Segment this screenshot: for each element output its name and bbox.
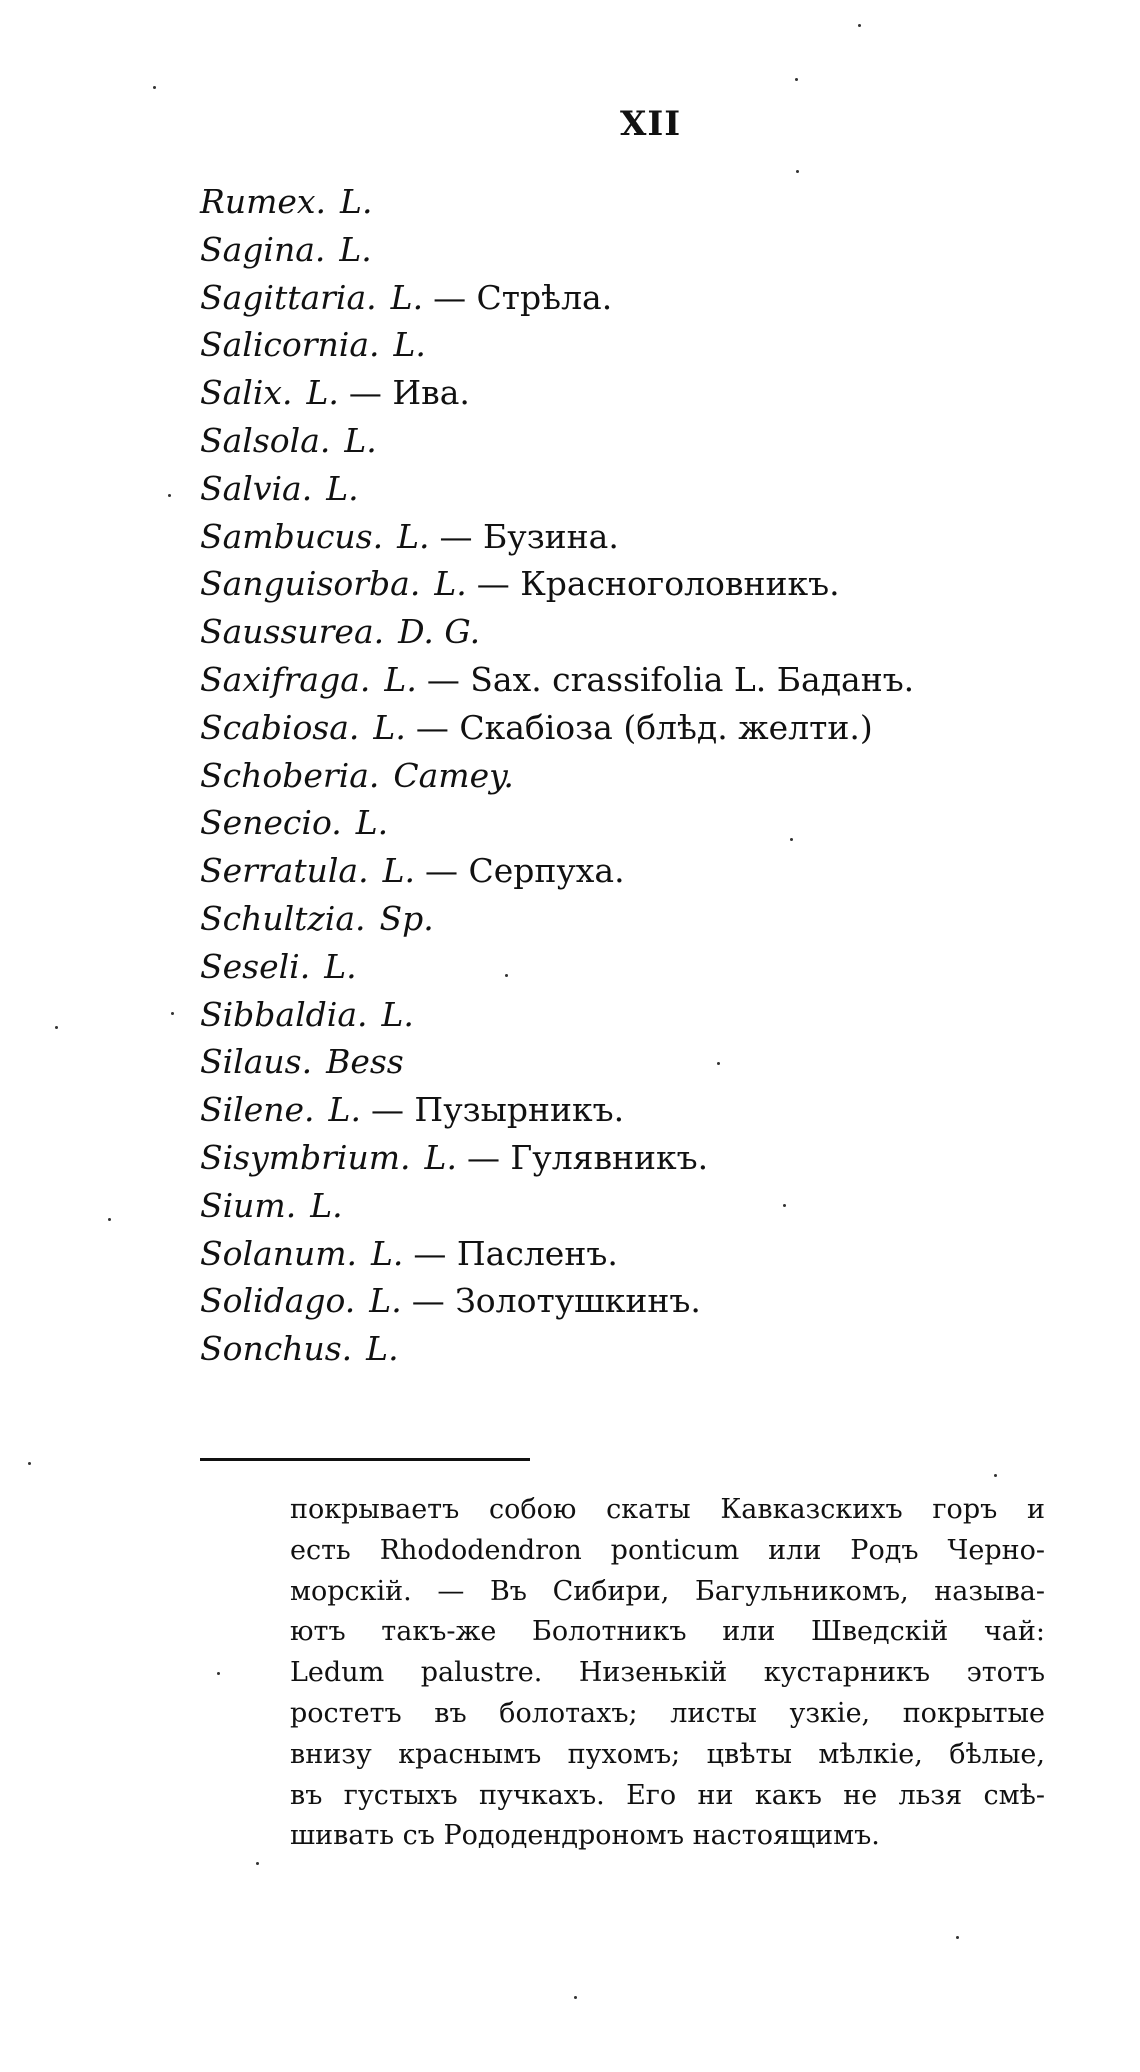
list-item [200,417,1100,465]
paper-speck [505,974,508,977]
list-item [200,321,1100,369]
list-item [200,991,1100,1039]
genus-name: Silene. [200,1090,315,1130]
list-item [200,1182,1100,1230]
paper-speck [28,1462,31,1465]
paper-speck [108,1218,111,1221]
paper-speck [153,86,156,89]
genus-name: Saussurea. [200,612,385,652]
footnote-line: внизу краснымъ пухомъ; цвѣты мѣлкіе, бѣлые, [290,1738,1045,1770]
genus-name: Salsola. [200,420,331,460]
genus-name: Sagittaria. [200,277,377,317]
list-item [200,178,1100,226]
list-item [200,560,1100,608]
footnote-line: покрываетъ собою скаты Кавказскихъ горъ и [290,1494,1045,1525]
common-name: — Sax. crassifolia L. Баданъ. [426,659,915,699]
authority: L. [369,1281,402,1321]
authority: L. [326,468,359,508]
genus-name: Salix. [200,373,293,413]
footnote-line: Ledum palustre. Низенькій кустарникъ этотъ [290,1657,1045,1689]
genus-name: Solidago. [200,1281,356,1321]
authority: L. [310,1185,343,1225]
common-name: — Бузина. [439,516,619,556]
paper-speck [796,170,799,173]
genus-name: Salicornia. [200,325,380,365]
genus-name: Silaus. [200,1042,313,1082]
authority: L. [328,1090,361,1130]
authority: L. [306,373,339,413]
list-item [200,943,1100,991]
list-item [200,274,1100,322]
footnote [290,1490,1045,1857]
authority: L. [355,803,389,843]
paper-speck [55,1026,58,1029]
common-name: — Серпуха. [425,851,625,891]
genus-name: Sambucus. [200,516,384,556]
paper-speck [574,1996,577,1999]
list-item [200,752,1100,800]
authority: L. [339,229,372,269]
list-item [200,226,1100,274]
genus-name: Sanguisorba. [200,564,421,604]
footnote-line: шивать съ Рододендрономъ настоящимъ. [290,1820,880,1852]
genus-name: Serratula. [200,851,369,891]
authority: Sp. [379,898,434,938]
paper-speck [858,24,861,27]
list-item [200,1038,1100,1086]
authority: L. [390,277,424,317]
genus-name: Sonchus. [200,1329,353,1369]
list-item [200,1277,1100,1325]
list-item [200,465,1100,513]
list-item [200,799,1100,847]
footnote-line: есть Rhododendron ponticum или Родъ Черно- [290,1534,1045,1566]
list-item [200,1086,1100,1134]
genus-name: Seseli. [200,946,311,986]
paper-speck [217,1672,220,1675]
common-name: — Гулявникъ. [466,1137,709,1177]
authority: L. [434,564,467,604]
authority: L. [393,325,426,365]
genus-name: Sium. [200,1185,297,1225]
common-name: — Скабіоза (блѣд. желти.) [415,707,873,747]
genus-name: Sisymbrium. [200,1137,411,1177]
genus-name: Senecio. [200,803,342,843]
paper-speck [168,494,171,497]
list-item [200,1325,1100,1373]
genus-name: Schultzia. [200,898,366,938]
genus-name: Scabiosa. [200,707,360,747]
list-item [200,847,1100,895]
paper-speck [795,78,798,81]
paper-speck [790,838,793,841]
authority: L. [366,1329,399,1369]
authority: L. [424,1137,457,1177]
common-name: — Пасленъ. [413,1233,618,1273]
list-item [200,513,1100,561]
authority: L. [371,1233,404,1273]
genus-name: Sibbaldia. [200,994,368,1034]
list-item [200,656,1100,704]
genus-name: Salvia. [200,468,313,508]
paper-speck [956,1936,959,1939]
authority: L. [384,659,417,699]
paper-speck [994,1474,997,1477]
footnote-line: ростетъ въ болотахъ; листы узкіе, покрытые [290,1697,1045,1729]
list-item [200,1134,1100,1182]
authority: D. G. [398,612,481,652]
page-number: XII [620,104,682,144]
genus-name: Rumex. [200,182,327,221]
authority: L. [340,182,373,221]
authority: L. [382,851,415,891]
common-name: — Пузырникъ. [370,1090,625,1130]
list-item [200,1230,1100,1278]
list-item [200,369,1100,417]
common-name: — Ива. [348,373,470,413]
authority: L. [344,420,377,460]
paper-speck [717,1062,720,1065]
authority: L. [324,946,357,986]
genus-name: Solanum. [200,1233,357,1273]
genus-list [200,178,1100,1373]
footnote-divider [200,1458,530,1461]
list-item [200,895,1100,943]
footnote-line: ютъ такъ-же Болотникъ или Шведскій чай: [290,1616,1045,1648]
list-item [200,608,1100,656]
authority: L. [397,516,430,556]
genus-name: Saxifraga. [200,659,371,699]
paper-speck [256,1862,259,1865]
authority: L. [373,707,406,747]
genus-name: Schoberia. [200,755,380,795]
authority: Bess [326,1042,404,1082]
authority: L. [381,994,414,1034]
footnote-line: морскій. — Въ Сибири, Багульникомъ, называ- [290,1575,1045,1607]
genus-name: Sagina. [200,229,326,269]
paper-speck [171,1012,174,1015]
footnote-line: въ густыхъ пучкахъ. Его ни какъ не льзя смѣ- [290,1779,1045,1811]
common-name: — Стрѣла. [433,277,613,317]
common-name: — Золотушкинъ. [411,1281,701,1321]
authority: Camey. [393,755,514,795]
list-item [200,704,1100,752]
common-name: — Красноголовникъ. [476,564,840,604]
paper-speck [783,1204,786,1207]
